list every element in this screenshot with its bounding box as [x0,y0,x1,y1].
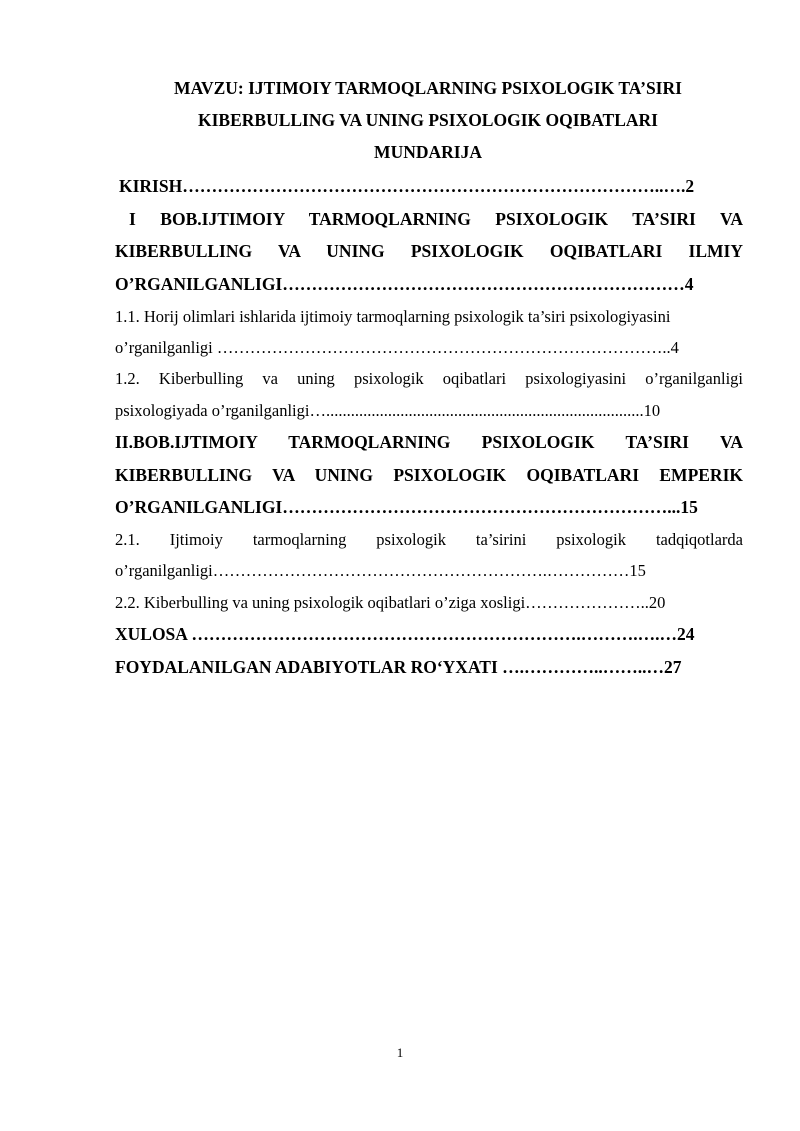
toc-section-1-1-line: 1.1. Horij olimlari ishlarida ijtimoiy tarmoqlarning psixologik ta’siri psixologiyasini [115,306,671,326]
toc-entry-chapter-2[interactable] [115,426,743,524]
toc-entry-kirish[interactable]: KIRISH………………………………………………………………………..….2 [119,176,695,196]
toc-chapter-2-line: O’RGANILGANLIGI…………………………………………………………...15 [115,497,698,518]
document-subtitle: KIBERBULLING VA UNING PSIXOLOGIK OQIBATLARI [198,110,658,130]
toc-section-1-1-line: o’rganilganligi ………………………………………………………………………..4 [115,338,679,358]
toc-chapter-2-line: II.BOB.IJTIMOIY TARMOQLARNING PSIXOLOGIK TA’SIRI VA [115,432,743,452]
toc-entry-adabiyotlar[interactable]: FOYDALANILGAN ADABIYOTLAR RO‘YXATI ….…………..……..…27 [115,656,682,677]
toc-entry-section-1-1[interactable] [115,301,743,364]
toc-entry-xulosa[interactable]: XULOSA ………………………………………………………….……….….…24 [115,624,695,644]
contents-heading: MUNDARIJA [374,142,482,162]
toc-section-1-2-line: psixologiyada o’rganilganligi….............................................................................10 [115,400,661,420]
toc-entry-chapter-1[interactable] [115,203,743,301]
page-number: 1 [396,1045,404,1060]
toc-section-2-1-line: o’rganilganligi…………………………………………………….……………15 [115,561,646,581]
toc-chapter-1-line: I BOB.IJTIMOIY TARMOQLARNING PSIXOLOGIK TA’SIRI VA [129,208,743,229]
toc-chapter-1-line: KIBERBULLING VA UNING PSIXOLOGIK OQIBATLARI ILMIY [115,241,743,262]
toc-section-1-2-line: 1.2. Kiberbulling va uning psixologik oqibatlari psixologiyasini o’rganilganligi [115,369,743,389]
toc-chapter-1-line: O’RGANILGANLIGI……………………………………………………………4 [115,274,694,295]
toc-entry-section-2-2[interactable]: 2.2. Kiberbulling va uning psixologik oqibatlari o’ziga xosligi…………………..20 [115,592,666,612]
table-of-contents [115,170,743,683]
document-title: MAVZU: IJTIMOIY TARMOQLARNING PSIXOLOGIK TA’SIRI [174,78,682,98]
toc-entry-section-2-1[interactable] [115,524,743,587]
toc-section-2-1-line: 2.1. Ijtimoiy tarmoqlarning psixologik ta’sirini psixologik tadqiqotlarda [115,530,743,550]
toc-chapter-2-line: KIBERBULLING VA UNING PSIXOLOGIK OQIBATLARI EMPERIK [115,464,743,485]
toc-entry-section-1-2[interactable] [115,363,743,426]
